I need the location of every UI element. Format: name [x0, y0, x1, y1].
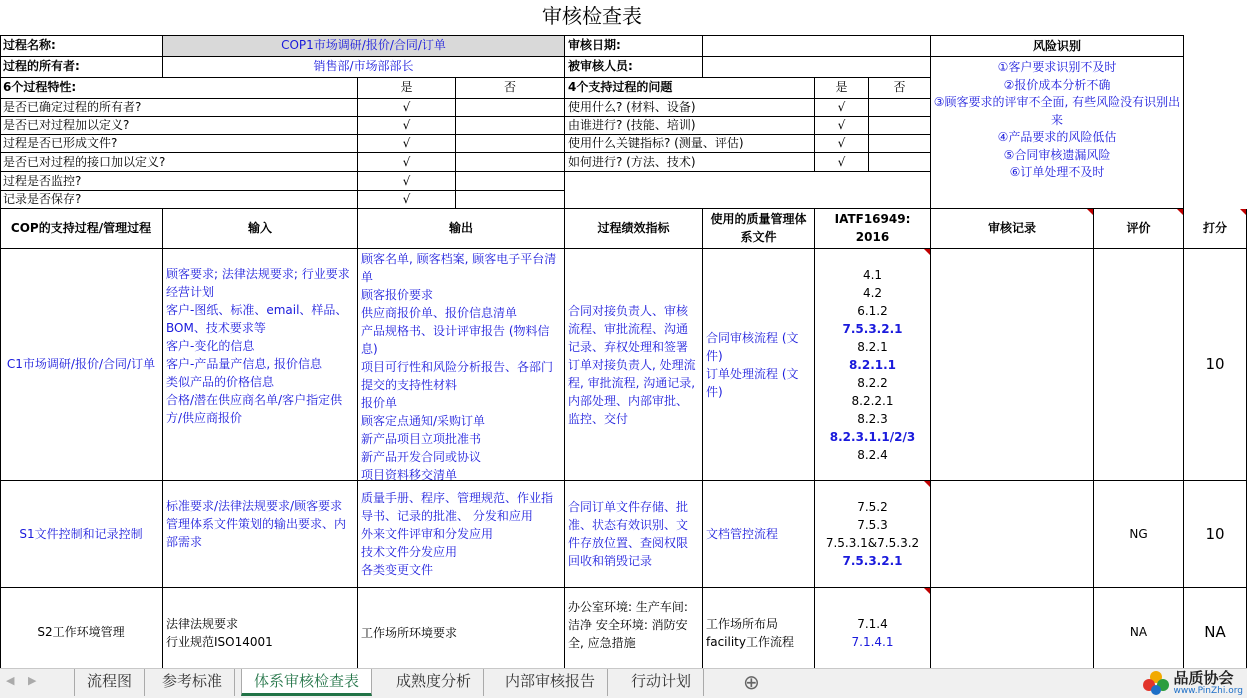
clause: 8.2.2.1	[851, 393, 894, 408]
tab-internal-audit-report[interactable]: 内部审核报告	[493, 669, 608, 696]
risk-title: 风险识别	[931, 36, 1183, 57]
input-line: 类似产品的价格信息	[166, 375, 275, 389]
char-question[interactable]: 是否已对过程加以定义?	[0, 117, 358, 135]
audit-date-value[interactable]	[703, 36, 931, 57]
char-no-cell[interactable]	[456, 172, 565, 191]
row-s1-eval[interactable]: NG	[1094, 481, 1184, 588]
row-c1-input[interactable]	[163, 249, 358, 481]
clause: 8.2.1	[857, 339, 888, 354]
clause: 7.5.2	[857, 500, 888, 514]
row-s2-clauses[interactable]	[815, 588, 931, 678]
output-line: 质量手册、程序、管理规范、作业指导书、记录的批准、 分发和应用	[361, 491, 554, 523]
risk-item: ⑤合同审核遗漏风险	[1003, 147, 1111, 162]
support-no-cell[interactable]	[869, 135, 931, 153]
input-line: 合格/潜在供应商名单/客户指定供方/供应商报价	[166, 393, 343, 425]
output-line: 外来文件评审和分发应用	[361, 527, 494, 541]
row-c1-score[interactable]: 10	[1184, 249, 1247, 481]
col-header-iatf[interactable]: IATF16949:2016	[815, 209, 931, 249]
risk-item: ②报价成本分析不确	[1003, 77, 1111, 92]
clause: 4.1	[862, 267, 883, 282]
input-line: 客户-变化的信息	[166, 339, 255, 353]
col-header-output[interactable]: 输出	[358, 209, 565, 249]
output-line: 供应商报价单、报价信息清单	[361, 306, 518, 320]
tab-flowchart[interactable]: 流程图	[74, 669, 145, 696]
risk-panel[interactable]	[931, 36, 1184, 209]
col-header-eval[interactable]: 评价	[1094, 209, 1184, 249]
doc-line: 工作场所布局	[706, 616, 779, 631]
input-line: 行业规范ISO14001	[166, 634, 273, 649]
output-line: 顾客定点通知/采购订单	[361, 414, 486, 428]
row-s1-output[interactable]	[358, 481, 565, 588]
risk-item: ④产品要求的风险低估	[997, 130, 1117, 144]
output-line: 顾客名单, 顾客档案, 顾客电子平台清单	[361, 252, 557, 284]
row-s1-record[interactable]	[931, 481, 1094, 588]
char-yes-check[interactable]: √	[358, 135, 456, 153]
output-line: 工作场所环境要求	[361, 625, 458, 640]
col-header-process[interactable]: COP的支持过程/管理过程	[0, 209, 163, 249]
risk-item: ③顾客要求的评审不全面, 有些风险没有识别出来	[933, 95, 1181, 127]
clause-highlight: 7.1.4.1	[851, 634, 894, 649]
char-yes-check[interactable]: √	[358, 117, 456, 135]
auditee-value[interactable]	[703, 57, 931, 78]
row-c1-docs[interactable]	[703, 249, 815, 481]
input-line: 经营计划	[166, 285, 215, 299]
col-header-kpi[interactable]: 过程绩效指标	[565, 209, 703, 249]
support-section-title[interactable]: 4个支持过程的问题	[565, 78, 815, 99]
process-name-value[interactable]: COP1市场调研/报价/合同/订单	[163, 36, 565, 57]
clause-highlight: 8.2.1.1	[848, 357, 897, 372]
clause: 4.2	[862, 285, 883, 300]
row-s2-kpi[interactable]: 办公室环境: 生产车间: 洁净 安全环境: 消防安全, 应急措施	[565, 588, 703, 678]
support-no-cell[interactable]	[869, 117, 931, 135]
char-yes-check[interactable]: √	[358, 172, 456, 191]
watermark-logo	[1141, 669, 1243, 697]
tab-action-plan[interactable]: 行动计划	[619, 669, 704, 696]
char-question[interactable]: 是否已对过程的接口加以定义?	[0, 153, 358, 172]
row-s1-input[interactable]	[163, 481, 358, 588]
add-sheet-icon[interactable]: ⊕	[743, 670, 760, 694]
row-c1-clauses[interactable]	[815, 249, 931, 481]
row-c1-eval[interactable]	[1094, 249, 1184, 481]
support-no-cell[interactable]	[869, 153, 931, 172]
col-header-input[interactable]: 输入	[163, 209, 358, 249]
owner-label[interactable]: 过程的所有者:	[0, 57, 163, 78]
clause: 8.2.4	[857, 447, 888, 462]
logo-name: 品质协会	[1173, 669, 1234, 687]
sheet-tab-bar	[0, 668, 1247, 698]
doc-line: 合同审核流程 (文件)	[706, 330, 799, 363]
support-question[interactable]: 如何进行? (方法、技术)	[565, 153, 815, 172]
char-question[interactable]: 过程是否已形成文件?	[0, 135, 358, 153]
output-line: 新产品项目立项批准书	[361, 432, 482, 446]
output-line: 顾客报价要求	[361, 288, 434, 302]
tab-audit-checklist[interactable]: 体系审核检查表	[241, 669, 372, 696]
row-s2-output[interactable]	[358, 588, 565, 678]
support-question[interactable]: 使用什么? (材料、设备)	[565, 99, 815, 117]
row-s1-clauses[interactable]	[815, 481, 931, 588]
input-line: 顾客要求; 法律法规要求; 行业要求	[166, 267, 350, 281]
tab-reference-standard[interactable]: 参考标准	[150, 669, 235, 696]
row-c1-process[interactable]: C1市场调研/报价/合同/订单	[0, 249, 163, 481]
row-s2-record[interactable]	[931, 588, 1094, 678]
support-question[interactable]: 由谁进行? (技能、培训)	[565, 117, 815, 135]
char-no-cell[interactable]	[456, 135, 565, 153]
sheet-title: 审核检查表	[542, 4, 642, 28]
char-question[interactable]: 是否已确定过程的所有者?	[0, 99, 358, 117]
support-yes-header[interactable]: 是	[815, 78, 869, 99]
doc-line: 文档管控流程	[706, 527, 779, 541]
input-line: 标准要求/法律法规要求/顾客要求	[166, 499, 343, 513]
owner-value[interactable]: 销售部/市场部部长	[163, 57, 565, 78]
tab-maturity-analysis[interactable]: 成熟度分析	[384, 669, 484, 696]
col-header-score[interactable]: 打分	[1184, 209, 1247, 249]
output-line: 产品规格书、设计评审报告 (物料信息)	[361, 324, 550, 356]
char-section-title[interactable]: 6个过程特性:	[0, 78, 358, 99]
row-s2-input[interactable]	[163, 588, 358, 678]
output-line: 项目资料移交清单	[361, 468, 458, 481]
process-name-label[interactable]: 过程名称:	[0, 36, 163, 57]
doc-line: 订单处理流程 (文件)	[706, 366, 799, 399]
logo-text-block	[1173, 670, 1243, 696]
input-line: 客户-图纸、标准、email、样品、BOM、技术要求等	[166, 303, 348, 335]
support-question[interactable]: 使用什么关键指标? (测量、评估)	[565, 135, 815, 153]
clause: 7.1.4	[857, 616, 888, 631]
clause-highlight: 7.5.3.2.1	[842, 321, 903, 336]
clause: 8.2.3	[857, 411, 888, 426]
clause: 6.1.2	[857, 303, 888, 318]
support-no-cell[interactable]	[869, 99, 931, 117]
support-yes-check[interactable]: √	[815, 135, 869, 153]
auditee-label[interactable]: 被审核人员:	[565, 57, 703, 78]
output-line: 新产品开发合同或协议	[361, 450, 482, 464]
row-s2-docs[interactable]	[703, 588, 815, 678]
row-s1-process[interactable]: S1文件控制和记录控制	[0, 481, 163, 588]
input-line: 法律法规要求	[166, 616, 239, 631]
scroll-left-icon[interactable]: ◀	[6, 674, 15, 687]
col-header-docs[interactable]: 使用的质量管理体系文件	[703, 209, 815, 249]
row-c1-output[interactable]	[358, 249, 565, 481]
clause-highlight: 8.2.3.1.1/2/3	[829, 429, 916, 444]
row-s2-score[interactable]: NA	[1184, 588, 1247, 678]
doc-line: facility工作流程	[706, 634, 794, 649]
input-line: 管理体系文件策划的输出要求、内部需求	[166, 517, 347, 549]
clause-highlight: 7.5.3.2.1	[842, 554, 903, 568]
char-no-cell[interactable]	[456, 191, 565, 209]
support-yes-check[interactable]: √	[815, 153, 869, 172]
char-question[interactable]: 过程是否监控?	[0, 172, 358, 191]
row-s2-process[interactable]: S2工作环境管理	[0, 588, 163, 678]
clause: 7.5.3	[857, 518, 888, 532]
scroll-right-icon[interactable]: ▶	[28, 674, 37, 687]
row-c1-kpi[interactable]: 合同对接负责人、审核流程、审批流程、沟通记录、弃权处理和签署 订单对接负责人, 处理流程, 审批流程, 沟通记录, 内部处理、内部审批、监控、交付	[565, 249, 703, 481]
row-s2-eval[interactable]: NA	[1094, 588, 1184, 678]
support-no-header[interactable]: 否	[869, 78, 931, 99]
support-yes-check[interactable]: √	[815, 117, 869, 135]
char-yes-check[interactable]: √	[358, 99, 456, 117]
char-no-cell[interactable]	[456, 99, 565, 117]
clause: 7.5.3.1&7.5.3.2	[825, 536, 920, 550]
char-yes-header[interactable]: 是	[358, 78, 456, 99]
output-line: 技术文件分发应用	[361, 545, 458, 559]
support-yes-check[interactable]: √	[815, 99, 869, 117]
char-yes-check[interactable]: √	[358, 191, 456, 209]
output-line: 各类变更文件	[361, 563, 434, 577]
risk-list	[931, 57, 1183, 184]
row-s1-score[interactable]: 10	[1184, 481, 1247, 588]
row-c1-record[interactable]	[931, 249, 1094, 481]
row-s1-kpi[interactable]: 合同订单文件存储、批准、状态有效识别、文件存放位置、查阅权限 回收和销毁记录	[565, 481, 703, 588]
row-s1-docs[interactable]	[703, 481, 815, 588]
col-header-record[interactable]: 审核记录	[931, 209, 1094, 249]
char-no-cell[interactable]	[456, 153, 565, 172]
char-question[interactable]: 记录是否保存?	[0, 191, 358, 209]
output-line: 项目可行性和风险分析报告、各部门提交的支持性材料	[361, 360, 554, 392]
char-no-cell[interactable]	[456, 117, 565, 135]
input-line: 客户-产品量产信息, 报价信息	[166, 357, 322, 371]
support-blank-area[interactable]	[565, 172, 931, 209]
risk-item: ⑥订单处理不及时	[1009, 165, 1105, 179]
char-yes-check[interactable]: √	[358, 153, 456, 172]
risk-item: ①客户要求识别不及时	[997, 60, 1117, 74]
output-line: 报价单	[361, 396, 398, 410]
audit-date-label[interactable]: 审核日期:	[565, 36, 703, 57]
logo-url: www.PinZhi.org	[1173, 686, 1243, 696]
char-no-header[interactable]: 否	[456, 78, 565, 99]
flower-logo-icon	[1141, 670, 1171, 696]
clause: 8.2.2	[857, 375, 888, 390]
